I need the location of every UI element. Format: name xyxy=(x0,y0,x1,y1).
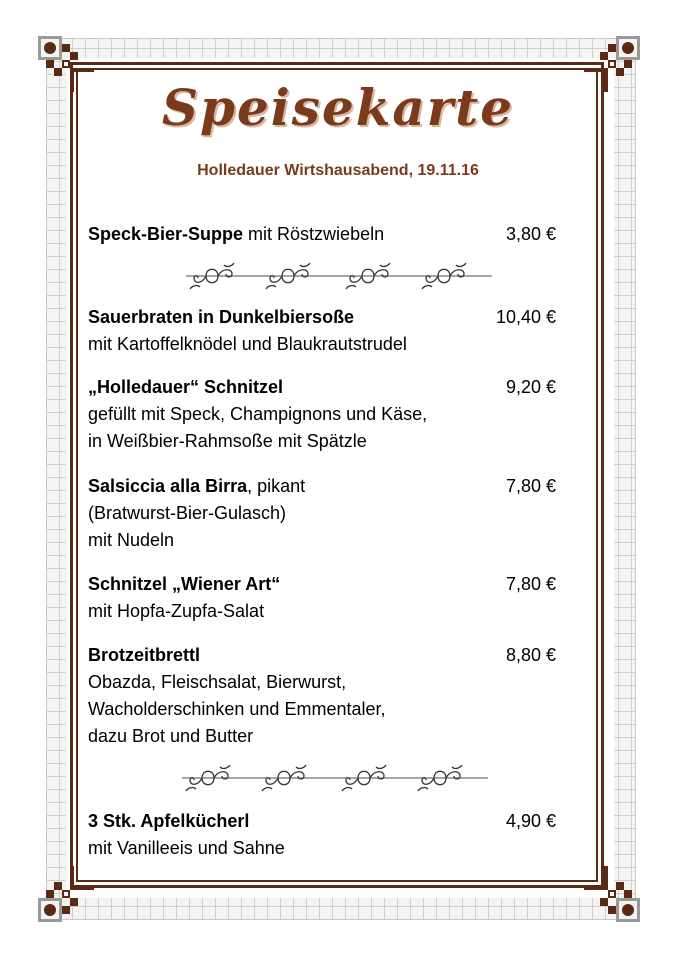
item-suffix: , pikant xyxy=(247,476,306,496)
item-name: Sauerbraten in Dunkelbiersoße xyxy=(88,307,355,327)
item-suffix: mit Röstzwiebeln xyxy=(243,224,385,244)
item-price: 7,80 € xyxy=(505,574,556,594)
item-description: mit Nudeln xyxy=(88,530,175,550)
item-price: 10,40 € xyxy=(495,307,556,327)
item-description: mit Kartoffelknödel und Blaukrautstrudel xyxy=(88,334,407,354)
item-price: 4,90 € xyxy=(505,811,556,831)
item-description: Wacholderschinken und Emmentaler, xyxy=(88,699,386,719)
item-description: Obazda, Fleischsalat, Bierwurst, xyxy=(88,672,347,692)
corner-ornament-bottom-right xyxy=(584,866,640,922)
item-name: Speck-Bier-Suppe xyxy=(88,224,244,244)
item-name: Brotzeitbrettl xyxy=(88,645,200,665)
menu-title: Speisekarte xyxy=(161,78,515,137)
item-description: in Weißbier-Rahmsoße mit Spätzle xyxy=(88,431,367,451)
item-name: „Holledauer“ Schnitzel xyxy=(88,377,284,397)
item-price: 8,80 € xyxy=(505,645,556,665)
item-name: Salsiccia alla Birra xyxy=(88,476,248,496)
item-description: (Bratwurst-Bier-Gulasch) xyxy=(88,503,287,523)
item-description: mit Vanilleeis und Sahne xyxy=(88,838,285,858)
item-price: 3,80 € xyxy=(505,224,556,244)
item-description: mit Hopfa-Zupfa-Salat xyxy=(88,601,265,621)
item-description: gefüllt mit Speck, Champignons und Käse, xyxy=(88,404,428,424)
item-description: dazu Brot und Butter xyxy=(88,726,254,746)
corner-ornament-bottom-left xyxy=(38,866,94,922)
swirl-divider-icon xyxy=(182,761,488,795)
item-price: 9,20 € xyxy=(505,377,556,397)
swirl-divider-icon xyxy=(186,259,492,293)
item-name: Schnitzel „Wiener Art“ xyxy=(88,574,281,594)
menu-subtitle: Holledauer Wirtshausabend, 19.11.16 xyxy=(197,162,479,179)
item-price: 7,80 € xyxy=(505,476,556,496)
item-name: 3 Stk. Apfelkücherl xyxy=(88,811,250,831)
